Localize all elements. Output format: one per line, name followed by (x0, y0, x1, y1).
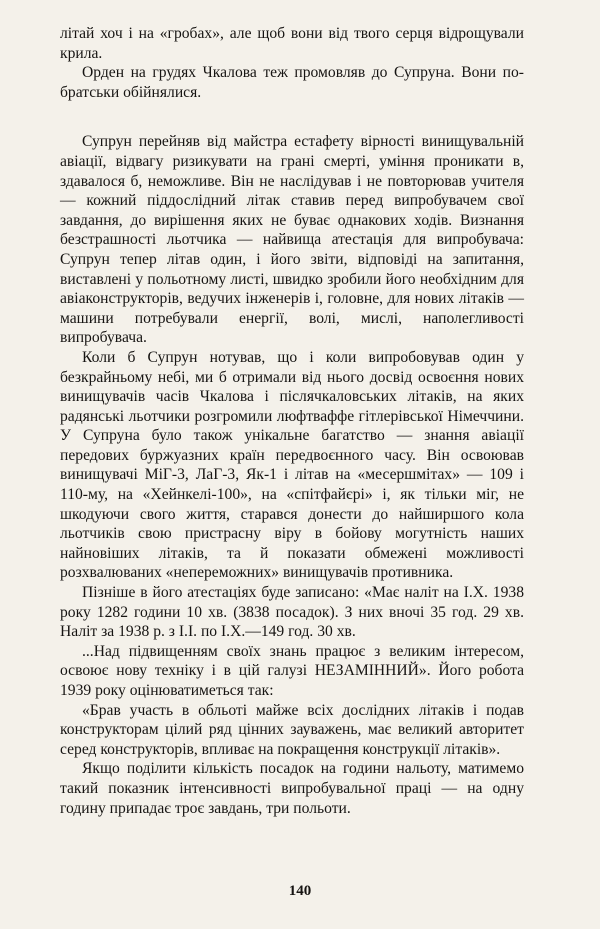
paragraph-irreplaceable: ...Над підвищенням своїх знань працює з великим інтересом, освоює нову техніку і в цій галузі НЕЗАМІННИЙ». Його робота 1939 року оцінюватиметься так: (60, 642, 524, 699)
paragraph-continuation: літай хоч і на «гробах», але щоб вони від твого серця відрощували крила. (60, 25, 524, 62)
section-break (60, 102, 524, 132)
paragraph-intensity: Якщо поділити кількість посадок на години нальоту, матимемо такий показник інтенсивності випробувальної праці — на одну годину припадає троє завдань, три польоти. (60, 760, 524, 817)
paragraph-attestation-flight-hours: Пізніше в його атестаціях буде записано: «Має наліт на І.Х. 1938 року 1282 години 10 хв. (3838 посадок). З них вночі 35 год. 29 хв. Наліт за 1938 р. з І.І. по І.Х.—149 год. 30 хв. (60, 584, 524, 641)
page-number: 140 (288, 883, 312, 899)
paragraph-test-experience: Коли б Супрун нотував, що і коли випробовував один у безкрайньому небі, ми б отримали від нього досвід освоєння нових винищувачів часів Чкалова і післячкаловських літаків, на яких радянські льотчики розгромили люфтваффе гітлерівської Німеччини. У Супруна було також унікальне багатство — знання авіації передових буржуазних країн передвоєнного часу. Він освоював винищувачі МіГ-3, ЛаГ-3, Як-1 і літав на «месершмітах» — 109 і 110-му, на «Хейнкелі-100», на «спітфайєрі» і, як тільки міг, не шкодуючи свого життя, старався донести до найширшого кола льотчиків свою пристрасну віру в бойову могутність наших найновіших літаків, та й показати обмежені можливості розхвалюваних «непереможних» винищувачів противника. (60, 348, 524, 582)
paragraph-relay-of-loyalty: Супрун перейняв від майстра естафету вірності винищувальній авіації, відвагу ризикувати на грані смерті, уміння проникати в, здавалося б, неможливе. Він не наслідував і не повторював учителя — кожний піддослідний літак ставив перед випробувачем свої завдання, до вирішення яких не буває однакових ходів. Визнання безстрашності льотчика — найвища атестація для випробувача: Супрун тепер літав один, і його звіти, відповіді на запитання, виставлені у польотному листі, швидко зробили його необхідним для авіаконструкторів, ведучих інженерів і, головне, для нових літаків — машини потребували енергії, волі, мислі, наполегливості випробувача. (60, 133, 524, 347)
paragraph-order-on-chest: Орден на грудях Чкалова теж промовляв до Супруна. Вони по-братськи обійнялися. (60, 64, 524, 101)
paragraph-quote-1939: «Брав участь в обльоті майже всіх дослідних літаків і подав конструкторам цілий ряд цінних зауважень, має великий авторитет серед конструкторів, впливає на покращення конструкції літаків». (60, 701, 524, 758)
